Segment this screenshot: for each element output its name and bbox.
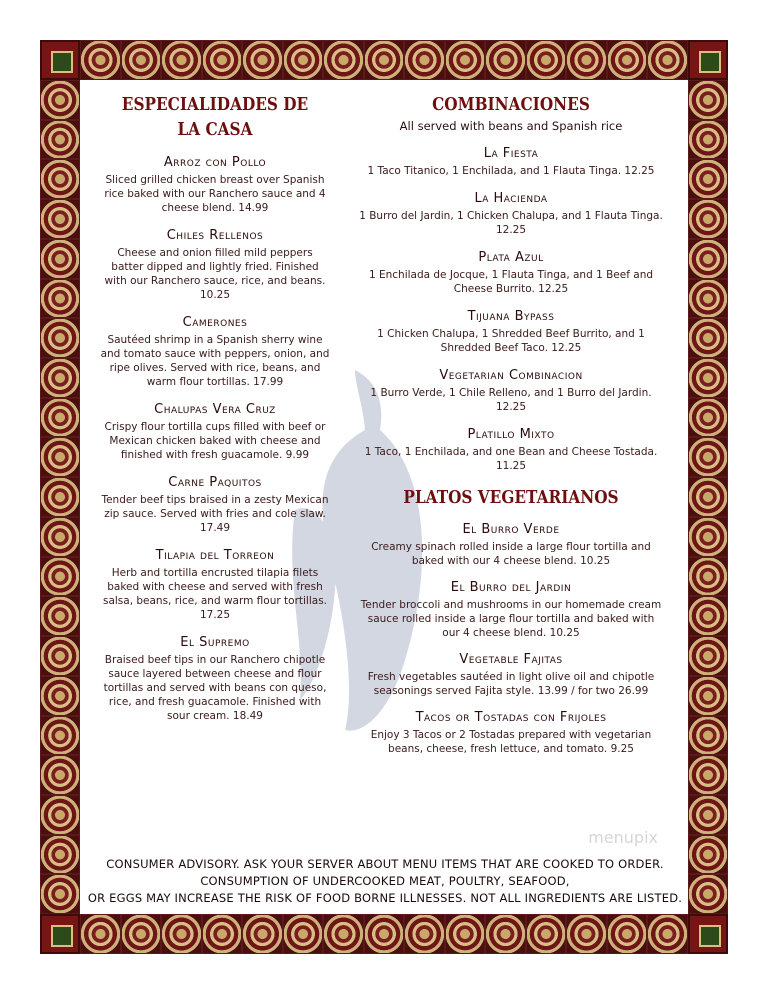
menu-item-description: Crispy flour tortilla cups filled with beef or Mexican chicken baked with cheese and finished with fresh guacamole. 9.99 — [104, 421, 326, 461]
menu-item-name: Vegetarian Combinacion — [439, 368, 583, 383]
border-corner-bottom-left — [40, 914, 80, 954]
menu-item-description: 1 Enchilada de Jocque, 1 Flauta Tinga, and 1 Beef and Cheese Burrito. 12.25 — [368, 269, 654, 295]
menu-item-name: La Hacienda — [474, 191, 548, 206]
rose-tile-icon — [40, 596, 80, 636]
rose-tile-icon — [80, 914, 121, 954]
border-right — [688, 80, 728, 914]
menu-item-name: Tijuana Bypass — [467, 309, 555, 324]
menu-item — [358, 368, 664, 414]
rose-tile-icon — [80, 40, 121, 80]
menu-item-description: Enjoy 3 Tacos or 2 Tostadas prepared with vegetarian beans, cheese, fresh lettuce, and tomato. 9.25 — [370, 729, 652, 755]
rose-tile-icon — [202, 914, 243, 954]
menu-item — [358, 250, 664, 296]
especialidades-title: ESPECIALIDADES DE LA CASA — [121, 94, 309, 140]
rose-tile-icon — [688, 636, 728, 676]
rose-tile-icon — [40, 318, 80, 358]
rose-tile-icon — [40, 279, 80, 319]
rose-tile-icon — [688, 755, 728, 795]
rose-tile-icon — [688, 477, 728, 517]
rose-tile-icon — [688, 159, 728, 199]
menu-item-name: La Fiesta — [483, 146, 539, 161]
menu-item — [100, 635, 330, 723]
rose-tile-icon — [607, 40, 648, 80]
rose-tile-icon — [688, 596, 728, 636]
menu-item — [100, 548, 330, 622]
rose-tile-icon — [202, 40, 243, 80]
site-watermark: menupix — [588, 828, 658, 847]
border-top — [80, 40, 688, 80]
rose-tile-icon — [688, 279, 728, 319]
rose-tile-icon — [485, 40, 526, 80]
rose-tile-icon — [688, 437, 728, 477]
rose-tile-icon — [647, 40, 688, 80]
rose-tile-icon — [688, 398, 728, 438]
menu-item-description: Cheese and onion filled mild peppers batter dipped and lightly fried. Finished with our Ranchero sauce, rice, and beans. 10.25 — [104, 247, 326, 301]
rose-tile-icon — [161, 40, 202, 80]
rose-tile-icon — [242, 40, 283, 80]
menu-item-name: Plata Azul — [478, 250, 544, 265]
rose-tile-icon — [40, 358, 80, 398]
menu-item-description: Sautéed shrimp in a Spanish sherry wine and tomato sauce with peppers, onion, and ripe olives. Served with rice, beans, and warm flour tortillas. 17.99 — [100, 334, 330, 388]
menu-item-description: Braised beef tips in our Ranchero chipotle sauce layered between cheese and flour tortillas and served with beans con queso, rice, and fresh guacamole. Finished with sour cream. 18.49 — [103, 654, 327, 722]
rose-tile-icon — [40, 716, 80, 756]
rose-tile-icon — [40, 835, 80, 875]
advisory-line: OR EGGS MAY INCREASE THE RISK OF FOOD BORNE ILLNESSES. NOT ALL INGREDIENTS ARE LISTED. — [87, 891, 683, 905]
menu-item-name: El Burro del Jardin — [450, 580, 572, 595]
rose-tile-icon — [485, 914, 526, 954]
rose-tile-icon — [688, 80, 728, 120]
menu-item-description: 1 Taco Titanico, 1 Enchilada, and 1 Flauta Tinga. 12.25 — [367, 165, 655, 177]
menu-item-name: Tilapia del Torreon — [155, 548, 275, 563]
rose-tile-icon — [526, 40, 567, 80]
menu-item-name: El Burro Verde — [462, 522, 560, 537]
rose-tile-icon — [404, 40, 445, 80]
combinaciones-title: COMBINACIONES — [432, 94, 590, 115]
rose-tile-icon — [40, 120, 80, 160]
rose-tile-icon — [283, 914, 324, 954]
rose-tile-icon — [121, 40, 162, 80]
rose-tile-icon — [40, 636, 80, 676]
rose-tile-icon — [688, 835, 728, 875]
rose-tile-icon — [40, 795, 80, 835]
rose-tile-icon — [364, 914, 405, 954]
menu-item-name: Platillo Mixto — [467, 427, 555, 442]
menu-item-description: 1 Burro Verde, 1 Chile Relleno, and 1 Burro del Jardin. 12.25 — [370, 387, 652, 413]
rose-tile-icon — [40, 874, 80, 914]
rose-tile-icon — [40, 199, 80, 239]
menu-item-description: Fresh vegetables sautéed in light olive oil and chipotle seasonings served Fajita style. 13.99 / for two 26.99 — [367, 671, 655, 697]
menu-item — [358, 710, 664, 756]
menu-item-description: 1 Chicken Chalupa, 1 Shredded Beef Burrito, and 1 Shredded Beef Taco. 12.25 — [377, 328, 645, 354]
menu-item-name: Camerones — [182, 315, 248, 330]
menu-item — [100, 155, 330, 215]
menu-item-name: El Supremo — [180, 635, 250, 650]
rose-tile-icon — [323, 914, 364, 954]
rose-tile-icon — [40, 239, 80, 279]
border-corner-top-right — [688, 40, 728, 80]
menu-item — [100, 402, 330, 462]
menu-item — [358, 191, 664, 237]
menu-item-description: Creamy spinach rolled inside a large flour tortilla and baked with our 4 cheese blend. 10.25 — [371, 541, 651, 567]
menu-item — [358, 652, 664, 698]
especialidades-section — [100, 92, 330, 723]
rose-tile-icon — [121, 914, 162, 954]
rose-tile-icon — [40, 159, 80, 199]
menu-item-description: 1 Burro del Jardin, 1 Chicken Chalupa, and 1 Flauta Tinga. 12.25 — [359, 210, 663, 236]
rose-tile-icon — [688, 676, 728, 716]
rose-tile-icon — [688, 795, 728, 835]
platos-vegetarianos-title: PLATOS VEGETARIANOS — [403, 487, 619, 508]
right-column — [358, 92, 664, 756]
rose-tile-icon — [445, 914, 486, 954]
combinaciones-subtitle: All served with beans and Spanish rice — [399, 119, 623, 133]
menu-item-name: Carne Paquitos — [168, 475, 262, 490]
rose-tile-icon — [526, 914, 567, 954]
rose-tile-icon — [688, 318, 728, 358]
rose-tile-icon — [445, 40, 486, 80]
rose-tile-icon — [40, 557, 80, 597]
rose-tile-icon — [40, 517, 80, 557]
menu-item-name: Chiles Rellenos — [166, 228, 264, 243]
rose-tile-icon — [647, 914, 688, 954]
rose-tile-icon — [688, 239, 728, 279]
rose-tile-icon — [323, 40, 364, 80]
border-bottom — [80, 914, 688, 954]
rose-tile-icon — [40, 437, 80, 477]
rose-tile-icon — [566, 40, 607, 80]
advisory-line: CONSUMER ADVISORY. ASK YOUR SERVER ABOUT MENU ITEMS THAT ARE COOKED TO ORDER. — [106, 857, 664, 871]
rose-tile-icon — [566, 914, 607, 954]
rose-tile-icon — [242, 914, 283, 954]
menu-item-name: Tacos or Tostadas con Frijoles — [415, 710, 607, 725]
menu-item — [358, 146, 664, 178]
rose-tile-icon — [40, 477, 80, 517]
menu-item-description: Sliced grilled chicken breast over Spanish rice baked with our Ranchero sauce and 4 cheese blend. 14.99 — [104, 174, 326, 214]
menu-item-description: Herb and tortilla encrusted tilapia filets baked with cheese and served with fresh salsa, beans, rice, and warm flour tortillas. 17.25 — [102, 567, 328, 621]
menu-item-name: Vegetable Fajitas — [459, 652, 563, 667]
border-corner-top-left — [40, 40, 80, 80]
rose-tile-icon — [688, 199, 728, 239]
rose-tile-icon — [40, 80, 80, 120]
rose-tile-icon — [161, 914, 202, 954]
menu-item — [100, 315, 330, 389]
rose-tile-icon — [40, 676, 80, 716]
border-corner-bottom-right — [688, 914, 728, 954]
menu-item-description: Tender beef tips braised in a zesty Mexican zip sauce. Served with fries and cole slaw. 17.49 — [101, 494, 329, 534]
rose-tile-icon — [688, 557, 728, 597]
rose-tile-icon — [688, 874, 728, 914]
menu-item — [358, 580, 664, 640]
menu-item-name: Chalupas Vera Cruz — [154, 402, 276, 417]
rose-tile-icon — [688, 120, 728, 160]
rose-tile-icon — [283, 40, 324, 80]
rose-tile-icon — [364, 40, 405, 80]
menu-item-description: 1 Taco, 1 Enchilada, and one Bean and Cheese Tostada. 11.25 — [364, 446, 658, 472]
menu-item — [358, 427, 664, 473]
rose-tile-icon — [40, 755, 80, 795]
menu-item — [358, 309, 664, 355]
consumer-advisory — [80, 856, 690, 907]
border-left — [40, 80, 80, 914]
menu-item — [358, 522, 664, 568]
rose-tile-icon — [607, 914, 648, 954]
advisory-line: CONSUMPTION OF UNDERCOOKED MEAT, POULTRY, SEAFOOD, — [200, 874, 570, 888]
menu-item-description: Tender broccoli and mushrooms in our homemade cream sauce rolled inside a large flour tortilla and baked with our 4 cheese blend. 10.25 — [360, 599, 662, 639]
rose-tile-icon — [40, 398, 80, 438]
menu-item-name: Arroz con Pollo — [163, 155, 267, 170]
menu-item — [100, 228, 330, 302]
rose-tile-icon — [688, 358, 728, 398]
rose-tile-icon — [404, 914, 445, 954]
menu-item — [100, 475, 330, 535]
rose-tile-icon — [688, 716, 728, 756]
rose-tile-icon — [688, 517, 728, 557]
